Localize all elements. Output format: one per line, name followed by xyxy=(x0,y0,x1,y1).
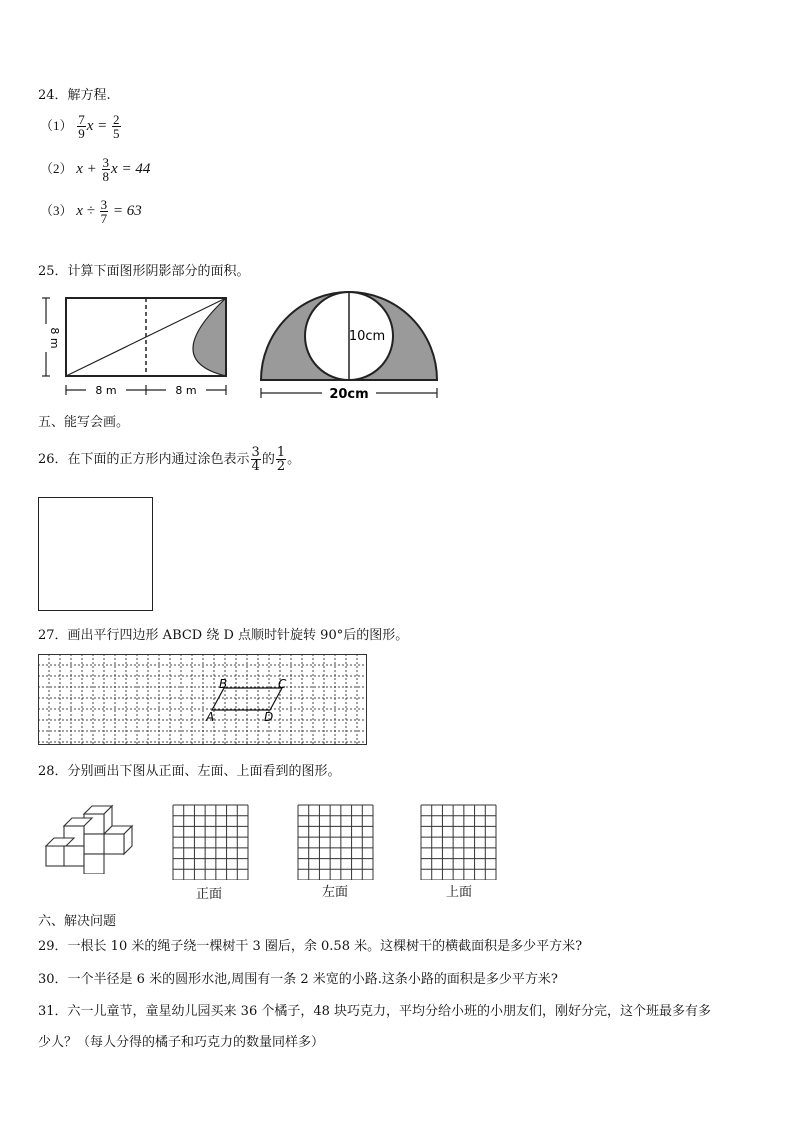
left-width-label: 8 m xyxy=(95,384,117,397)
q31-line-2: 少人？（每人分得的橘子和巧克力的数量同样多） xyxy=(38,1035,325,1050)
fraction: $\frac{3}{7}$ xyxy=(100,197,108,226)
fraction: $\frac{3}{4}$ xyxy=(251,445,260,474)
fraction: $\frac{1}{2}$ xyxy=(276,445,286,474)
eq-rest: = 63 xyxy=(109,202,142,219)
q28-cube-stack xyxy=(44,804,134,874)
q30-text: 30．一个半径是 6 米的圆形水池,周围有一条 2 米宽的小路.这条小路的面积是多少平方米? xyxy=(38,972,558,987)
q26-text: 26．在下面的正方形内通过涂色表示 xyxy=(38,452,250,467)
caption-front: 正面 xyxy=(196,887,223,902)
q27-title: 27．画出平行四边形 ABCD 绕 D 点顺时针旋转 90°后的图形。 xyxy=(38,628,409,643)
q26-square[interactable] xyxy=(38,497,153,611)
dotted-grid xyxy=(38,654,367,745)
grid-top-view[interactable] xyxy=(420,804,498,880)
q27-grid[interactable] xyxy=(38,654,368,746)
q26-title xyxy=(38,444,300,476)
eq-pre: x + xyxy=(76,160,101,177)
point-c-label: C xyxy=(278,677,287,691)
grid-front-view[interactable] xyxy=(172,804,250,880)
q24-title: 24．解方程. xyxy=(38,88,111,103)
fraction: $\frac{7}{9}$ xyxy=(78,112,85,141)
eq-label: （1） xyxy=(40,117,73,133)
caption-left: 左面 xyxy=(322,885,349,900)
q24-equation-3 xyxy=(40,198,142,225)
eq-rest: x = xyxy=(86,117,112,134)
grid-left-view[interactable] xyxy=(297,804,375,880)
eq-label: （3） xyxy=(40,202,73,218)
section5-title: 五、能写会画。 xyxy=(38,415,130,430)
point-d-label: D xyxy=(264,710,274,724)
fraction: $\frac{2}{5}$ xyxy=(113,112,120,141)
point-a-label: A xyxy=(206,710,215,724)
q25-figure-semicircle xyxy=(256,284,442,402)
section6-title: 六、解决问题 xyxy=(38,914,117,929)
q26-text: 的 xyxy=(261,452,275,467)
caption-top: 上面 xyxy=(446,885,473,900)
right-width-label: 8 m xyxy=(175,384,197,397)
q24-equation-2 xyxy=(40,156,150,183)
eq-label: （2） xyxy=(40,160,73,176)
eq-pre: x ÷ xyxy=(76,202,99,219)
q24-equation-1 xyxy=(40,113,122,140)
q25-figure-rectangle xyxy=(40,290,240,402)
q29-text: 29．一根长 10 米的绳子绕一棵树干 3 圈后，余 0.58 米。这棵树干的横截面积是多少平方米? xyxy=(38,939,583,954)
height-label: 8 m xyxy=(48,327,61,349)
q28-title: 28．分别画出下图从正面、左面、上面看到的图形。 xyxy=(38,764,341,779)
eq-rest: x = 44 xyxy=(111,160,151,177)
q31-line-1: 31．六一儿童节，童星幼儿园买来 36 个橘子，48 块巧克力，平均分给小班的小朋友们，刚好分完，这个班最多有多 xyxy=(38,1004,712,1019)
point-b-label: B xyxy=(219,677,228,691)
diameter-label: 10cm xyxy=(348,329,386,344)
q26-text: 。 xyxy=(287,452,301,467)
q25-title: 25．计算下面图形阴影部分的面积。 xyxy=(38,264,250,279)
base-label: 20cm xyxy=(329,387,369,402)
fraction: $\frac{3}{8}$ xyxy=(102,155,110,184)
